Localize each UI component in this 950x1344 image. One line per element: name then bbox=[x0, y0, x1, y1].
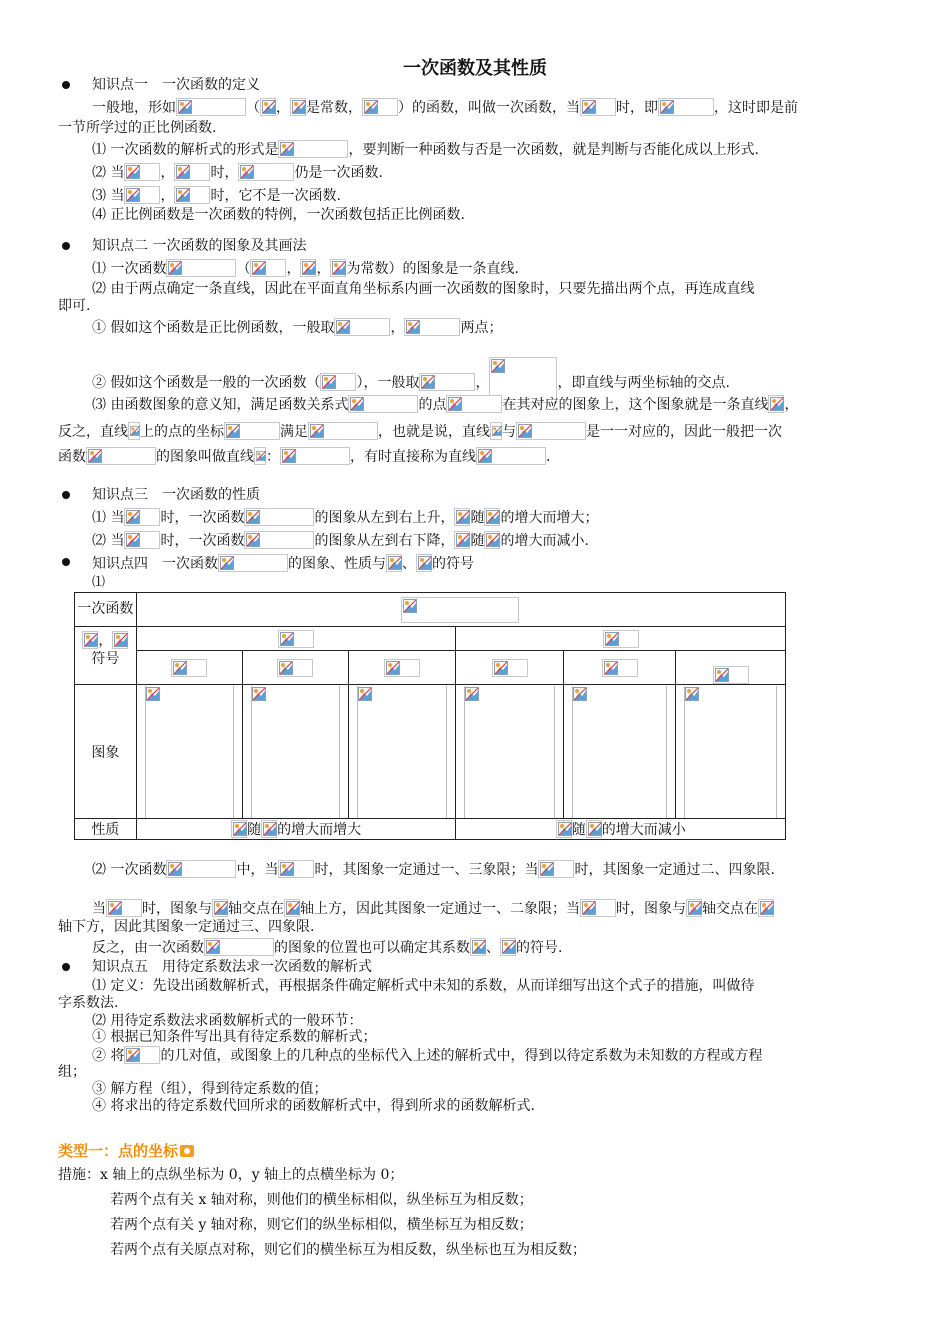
formula-image bbox=[261, 820, 277, 838]
graph-image bbox=[684, 686, 777, 818]
formula-image bbox=[401, 597, 519, 623]
formula-image bbox=[686, 899, 702, 917]
formula-image bbox=[212, 899, 228, 917]
formula-image bbox=[166, 259, 236, 277]
kp2-item2-cont: 即可. bbox=[58, 298, 91, 314]
formula-image bbox=[446, 395, 502, 413]
formula-image bbox=[603, 630, 639, 648]
formula-image bbox=[476, 447, 546, 465]
kp3-item1: ⑴ 当 时，一次函数 的图象从左到右上升， 随 的增大而增大； bbox=[92, 510, 599, 526]
graph-image bbox=[145, 686, 234, 818]
row-label: 性质 bbox=[75, 819, 137, 840]
formula-image bbox=[758, 899, 774, 917]
graph-cell bbox=[456, 685, 564, 819]
broken-image-icon bbox=[685, 687, 699, 701]
formula-image bbox=[470, 938, 486, 956]
kp5-step2-cont: 组； bbox=[58, 1064, 86, 1080]
table-cell bbox=[348, 651, 456, 685]
formula-image bbox=[768, 395, 784, 413]
table-cell bbox=[136, 593, 785, 627]
formula-image bbox=[454, 508, 470, 526]
kp5-step3: ③ 解方程（组），得到待定系数的值； bbox=[92, 1081, 328, 1097]
kp2-case2: ② 假如这个函数是一般的一次函数（ ），一般取 ， ，即直线与两坐标轴的交点. bbox=[92, 357, 730, 403]
formula-image bbox=[278, 860, 314, 878]
broken-image-icon bbox=[358, 687, 372, 701]
bullet-icon bbox=[62, 963, 70, 971]
table-cell: 随 的增大而减小 bbox=[456, 819, 786, 840]
formula-image bbox=[174, 163, 210, 181]
graph-cell bbox=[348, 685, 456, 819]
type1-line4: 若两个点有关原点对称，则它们的横坐标互为相反数，纵坐标也互为相反数； bbox=[110, 1242, 586, 1258]
graph-image bbox=[357, 686, 448, 818]
formula-image bbox=[348, 395, 418, 413]
formula-image bbox=[556, 820, 572, 838]
formula-image bbox=[580, 98, 616, 116]
formula-image bbox=[484, 508, 500, 526]
formula-image bbox=[404, 318, 460, 336]
kp4-item3-cont: 轴下方，因此其图象一定通过三、四象限. bbox=[58, 919, 315, 935]
table-row bbox=[75, 593, 786, 627]
formula-image bbox=[124, 531, 160, 549]
type1-line1: 措施：x 轴上的点纵坐标为 0，y 轴上的点横坐标为 0； bbox=[58, 1167, 404, 1183]
table-row bbox=[75, 685, 786, 819]
table-cell bbox=[564, 651, 676, 685]
formula-image bbox=[308, 422, 378, 440]
kp5-item1: ⑴ 定义：先设出函数解析式，再根据条件确定解析式中未知的系数，从而详细写出这个式子的措施，叫做待 bbox=[92, 978, 755, 994]
formula-image bbox=[250, 259, 286, 277]
formula-image bbox=[386, 554, 402, 572]
graph-cell bbox=[242, 685, 348, 819]
broken-image-icon bbox=[573, 687, 587, 701]
formula-image bbox=[500, 938, 516, 956]
bullet-icon bbox=[62, 81, 70, 89]
formula-image bbox=[362, 98, 398, 116]
kp3-item2: ⑵ 当 时，一次函数 的图象从左到右下降， 随 的增大而减小. bbox=[92, 533, 589, 549]
formula-image bbox=[713, 666, 749, 684]
graph-cell bbox=[564, 685, 676, 819]
bullet-icon bbox=[62, 558, 70, 566]
kp4-item2: ⑵ 一次函数 中，当 时，其图象一定通过一、三象限；当 时，其图象一定通过二、四象限. bbox=[92, 862, 775, 878]
bullet-icon bbox=[62, 242, 70, 250]
kp2-item2: ⑵ 由于两点确定一条直线，因此在平面直角坐标系内画一次函数的图象时，只要先描出两个点，再连成直线 bbox=[92, 281, 755, 297]
formula-image bbox=[112, 631, 128, 649]
type1-line3: 若两个点有关 y 轴对称，则它们的纵坐标相似，横坐标互为相反数； bbox=[110, 1217, 533, 1233]
formula-image bbox=[254, 447, 266, 465]
formula-image bbox=[224, 422, 280, 440]
formula-image bbox=[454, 531, 470, 549]
kp2-item3-cont2: 函数 的图象叫做直线 ： ，有时直接称为直线 . bbox=[58, 449, 551, 465]
row-label: 一次函数 bbox=[75, 593, 137, 627]
kp5-heading: 知识点五 用待定系数法求一次函数的解析式 bbox=[92, 959, 372, 975]
table-row bbox=[75, 819, 786, 840]
kp2-item3-cont1: 反之，直线 上的点的坐标 满足 ，也就是说，直线 与 是一一对应的，因此一般把一次 bbox=[58, 424, 782, 440]
kp5-item2: ⑵ 用待定系数法求函数解析式的一般环节： bbox=[92, 1013, 363, 1029]
formula-image bbox=[260, 98, 276, 116]
formula-image bbox=[171, 659, 207, 677]
formula-image bbox=[492, 659, 528, 677]
formula-image bbox=[330, 259, 346, 277]
table-cell bbox=[242, 651, 348, 685]
formula-image bbox=[244, 508, 314, 526]
table-cell bbox=[676, 651, 786, 685]
kp4-item3: 当 时，图象与 轴交点在 轴上方，因此其图象一定通过一、二象限；当 时，图象与 轴交点在 bbox=[92, 899, 774, 918]
formula-image bbox=[300, 259, 316, 277]
kp2-heading: 知识点二 一次函数的图象及其画法 bbox=[92, 238, 307, 254]
formula-image bbox=[124, 186, 160, 204]
formula-image bbox=[280, 447, 350, 465]
graph-image bbox=[251, 686, 340, 818]
broken-image-icon bbox=[465, 687, 479, 701]
formula-image bbox=[238, 163, 294, 181]
formula-image bbox=[320, 373, 356, 391]
graph-image bbox=[572, 686, 667, 818]
formula-image bbox=[416, 554, 432, 572]
kp4-sub: ⑴ bbox=[92, 575, 106, 590]
row-label: ， 符号 bbox=[75, 627, 137, 685]
formula-image bbox=[106, 899, 142, 917]
formula-image bbox=[538, 860, 574, 878]
formula-image bbox=[658, 98, 714, 116]
kp1-heading: 知识点一 一次函数的定义 bbox=[92, 77, 260, 93]
table-row bbox=[75, 651, 786, 685]
broken-image-icon bbox=[252, 687, 266, 701]
bullet-icon bbox=[62, 491, 70, 499]
table-cell bbox=[456, 651, 564, 685]
formula-image bbox=[218, 554, 288, 572]
graph-image bbox=[464, 686, 555, 818]
kp1-item4: ⑷ 正比例函数是一次函数的特例，一次函数包括正比例函数. bbox=[92, 207, 465, 223]
kp5-step4: ④ 将求出的待定系数代回所求的函数解析式中，得到所求的函数解析式. bbox=[92, 1098, 535, 1114]
formula-image bbox=[277, 659, 313, 677]
formula-image bbox=[586, 820, 602, 838]
camera-icon bbox=[180, 1145, 194, 1157]
kp1-line2: 一节所学过的正比例函数. bbox=[58, 120, 217, 136]
broken-image-icon bbox=[146, 687, 160, 701]
formula-image bbox=[82, 631, 98, 649]
formula-image bbox=[174, 186, 210, 204]
formula-image bbox=[124, 163, 160, 181]
kp1-item3: ⑶ 当 ， 时，它不是一次函数. bbox=[92, 188, 341, 204]
graph-cell bbox=[136, 685, 242, 819]
type1-line2: 若两个点有关 x 轴对称，则他们的横坐标相似，纵坐标互为相反数； bbox=[110, 1192, 533, 1208]
formula-image bbox=[128, 422, 140, 440]
formula-image bbox=[384, 659, 420, 677]
page-title: 一次函数及其性质 bbox=[403, 58, 547, 79]
kp5-item1-cont: 字系数法. bbox=[58, 995, 119, 1011]
formula-image bbox=[278, 630, 314, 648]
formula-image bbox=[231, 820, 247, 838]
kp2-item1: ⑴ 一次函数 （ ， ， 为常数）的图象是一条直线. bbox=[92, 261, 519, 277]
table-cell: 随 的增大而增大 bbox=[136, 819, 456, 840]
formula-image bbox=[580, 899, 616, 917]
kp4-heading: 知识点四 一次函数 的图象、性质与 、 的符号 bbox=[92, 556, 474, 572]
type1-heading: 类型一：点的坐标 bbox=[58, 1140, 194, 1161]
formula-image bbox=[602, 659, 638, 677]
kp2-case1: ① 假如这个函数是正比例函数，一般取 ， 两点； bbox=[92, 320, 503, 336]
kp4-item4: 反之，由一次函数 的图象的位置也可以确定其系数 、 的符号. bbox=[92, 940, 563, 956]
formula-image bbox=[278, 140, 348, 158]
kp5-step1: ① 根据已知条件写出具有待定系数的解析式； bbox=[92, 1029, 377, 1045]
table-cell bbox=[136, 651, 242, 685]
kp3-heading: 知识点三 一次函数的性质 bbox=[92, 487, 260, 503]
properties-table bbox=[74, 592, 786, 840]
kp1-item2: ⑵ 当 ， 时， 仍是一次函数. bbox=[92, 165, 383, 181]
formula-image bbox=[244, 531, 314, 549]
graph-cell bbox=[676, 685, 786, 819]
table-cell bbox=[136, 627, 456, 651]
formula-image bbox=[490, 422, 502, 440]
formula-image bbox=[124, 1046, 160, 1064]
kp1-line1: 一般地，形如 （ ， 是常数， ）的函数，叫做一次函数，当 时，即 ，这时即是前 bbox=[92, 100, 798, 116]
formula-image bbox=[204, 938, 274, 956]
formula-image bbox=[284, 899, 300, 917]
kp2-item3: ⑶ 由函数图象的意义知，满足函数关系式 的点 在其对应的图象上，这个图象就是一条直线 ， bbox=[92, 397, 799, 413]
row-label: 图象 bbox=[75, 685, 137, 819]
kp5-step2: ② 将 的几对值，或图象上的几种点的坐标代入上述的解析式中，得到以待定系数为未知数的方程或方程 bbox=[92, 1048, 763, 1064]
formula-image bbox=[334, 318, 390, 336]
formula-image bbox=[124, 508, 160, 526]
formula-image bbox=[176, 98, 246, 116]
formula-image bbox=[290, 98, 306, 116]
formula-image bbox=[484, 531, 500, 549]
formula-image bbox=[166, 860, 236, 878]
kp1-item1: ⑴ 一次函数的解析式的形式是 ，要判断一种函数与否是一次函数，就是判断与否能化成以上形式. bbox=[92, 142, 759, 158]
formula-image bbox=[419, 373, 475, 391]
table-cell bbox=[456, 627, 786, 651]
table-row bbox=[75, 627, 786, 651]
formula-image bbox=[86, 447, 156, 465]
formula-image bbox=[516, 422, 586, 440]
